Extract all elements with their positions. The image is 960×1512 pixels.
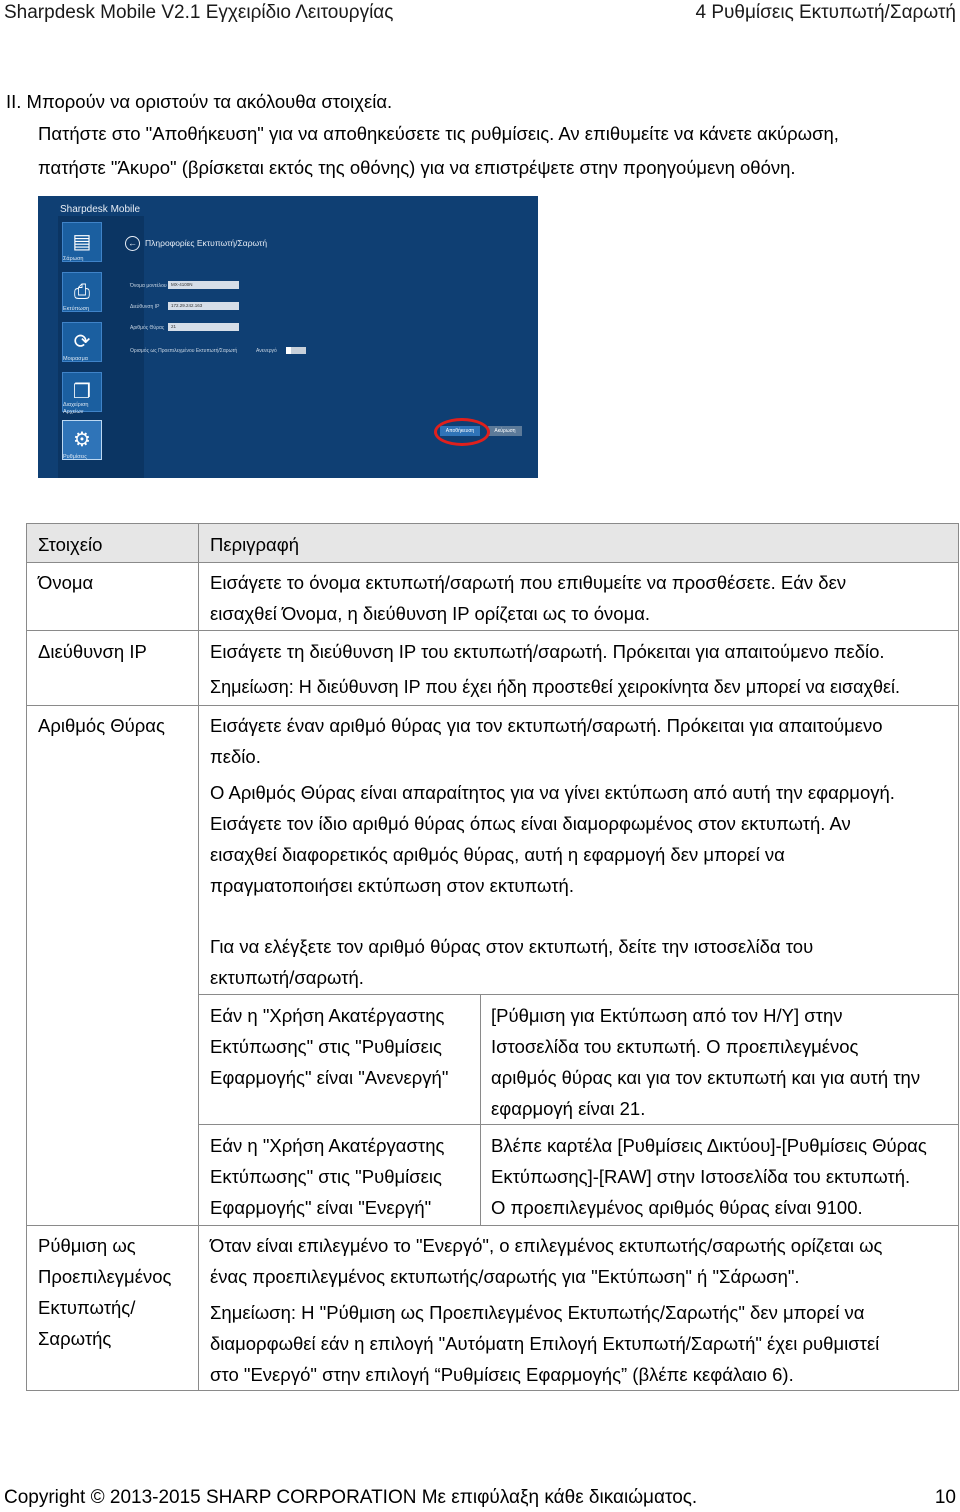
sidebar-item-label: Διαχείριση Αρχείων [63, 402, 89, 415]
desc-line: Εισάγετε τον ίδιο αριθμό θύρας όπως είναι διαμορφωμένος στον εκτυπωτή. Αν [210, 813, 851, 834]
app-screenshot [38, 196, 538, 478]
cancel-button[interactable]: Ακύρωση [488, 426, 522, 436]
subcell-condition: Εάν η "Χρήση Ακατέργαστης [210, 1005, 445, 1026]
page-number: 10 [934, 1487, 956, 1508]
item-port: Αριθμός Θύρας [38, 715, 165, 736]
desc-line: Για να ελέγξετε τον αριθμό θύρας στον εκτυπωτή, δείτε την ιστοσελίδα του [210, 936, 814, 957]
screen-title: Πληροφορίες Εκτυπωτή/Σαρωτή [145, 238, 268, 248]
subcell-condition: Εάν η "Χρήση Ακατέργαστης [210, 1135, 445, 1156]
name-input[interactable]: MX-4100N [168, 281, 239, 289]
subcolumn-divider [480, 994, 481, 1225]
desc-note: Σημείωση: Η διεύθυνση IP που έχει ήδη προστεθεί χειροκίνητα δεν μπορεί να εισαχθεί. [210, 677, 901, 697]
desc-line: πεδίο. [210, 746, 261, 767]
table-header-item: Στοιχείο [38, 534, 103, 555]
sidebar-item-label: Μοιρασμα [63, 356, 88, 362]
desc-line: Εισάγετε έναν αριθμό θύρας για τον εκτυπωτή/σαρωτή. Πρόκειται για απαιτούμενο [210, 715, 883, 736]
column-divider [198, 523, 199, 1391]
field-label: Όνομα μοντέλου [130, 283, 167, 289]
item-default: Εκτυπωτής/ [38, 1297, 136, 1318]
subcell-text: Ο προεπιλεγμένος αριθμός θύρας είναι 9100. [491, 1197, 863, 1218]
subcell-text: εφαρμογή είναι 21. [491, 1098, 646, 1119]
intro-line: πατήστε "Άκυρο" (βρίσκεται εκτός της οθόνης) για να επιστρέψετε στην προηγούμενη οθόνη. [38, 157, 796, 178]
item-ip: Διεύθυνση IP [38, 641, 147, 662]
gear-icon: ⚙ [73, 429, 91, 451]
table-header-bg [27, 524, 958, 562]
desc-line: εισαχθεί διαφορετικός αριθμός θύρας, αυτή η εφαρμογή δεν μπορεί να [210, 844, 785, 865]
table-header-desc: Περιγραφή [210, 534, 299, 555]
subcell-text: Βλέπε καρτέλα [Ρυθμίσεις Δικτύου]-[Ρυθμίσεις Θύρας [491, 1135, 927, 1156]
desc-line: Όταν είναι επιλεγμένο το "Ενεργό", ο επιλεγμένος εκτυπωτής/σαρωτής ορίζεται ως [210, 1235, 883, 1256]
subcell-condition: Εκτύπωσης" στις "Ρυθμίσεις [210, 1036, 442, 1057]
desc-line: εκτυπωτή/σαρωτή. [210, 967, 364, 988]
subcell-text: [Ρύθμιση για Εκτύπωση από τον Η/Υ] στην [491, 1005, 843, 1026]
item-default: Σαρωτής [38, 1328, 112, 1349]
subcell-text: αριθμός θύρας και για τον εκτυπωτή και για αυτή την [491, 1067, 921, 1088]
share-icon: ⟳ [73, 331, 91, 353]
field-label: Αριθμός Θύρας [130, 325, 165, 331]
intro-line: Πατήστε στο "Αποθήκευση" για να αποθηκεύσετε τις ρυθμίσεις. Αν επιθυμείτε να κάνετε ακύρωση, [38, 123, 839, 144]
files-icon: ❐ [73, 381, 91, 403]
field-label: Διεύθυνση IP [130, 304, 160, 310]
item-default: Ρύθμιση ως [38, 1235, 136, 1256]
doc-header-title: Sharpdesk Mobile V2.1 Εγχειρίδιο Λειτουργίας [4, 2, 394, 23]
back-arrow-icon[interactable]: ← [125, 236, 140, 251]
subrow-divider [199, 994, 959, 995]
scan-icon: ▤ [72, 231, 92, 253]
intro-step: II. Μπορούν να οριστούν τα ακόλουθα στοιχεία. [6, 91, 393, 112]
row-divider [26, 705, 959, 706]
subcell-condition: Εφαρμογής" είναι "Ενεργή" [210, 1197, 432, 1218]
default-toggle[interactable] [286, 347, 306, 354]
subrow-divider [199, 1124, 959, 1125]
row-divider [26, 630, 959, 631]
desc-note: διαμορφωθεί εάν η επιλογή "Αυτόματη Επιλογή Εκτυπωτή/Σαρωτή" έχει ρυθμιστεί [210, 1333, 880, 1354]
row-divider [26, 1225, 959, 1226]
desc-note: Σημείωση: Η "Ρύθμιση ως Προεπιλεγμένος Εκτυπωτής/Σαρωτής" δεν μπορεί να [210, 1302, 865, 1323]
sidebar-item-label: Σάρωση [63, 256, 84, 262]
subcell-condition: Εκτύπωσης" στις "Ρυθμίσεις [210, 1166, 442, 1187]
desc-line: εισαχθεί Όνομα, η διεύθυνση IP ορίζεται ως το όνομα. [210, 603, 651, 624]
subcell-condition: Εφαρμογής" είναι "Ανενεργή" [210, 1067, 449, 1088]
ip-input[interactable]: 172.29.242.163 [168, 302, 239, 310]
port-input[interactable]: 21 [168, 323, 239, 331]
item-name: Όνομα [38, 572, 94, 593]
desc-note: στο "Ενεργό" στην επιλογή “Ρυθμίσεις Εφαρμογής” (βλέπε κεφάλαιο 6). [210, 1364, 794, 1385]
highlight-circle [434, 418, 490, 446]
desc-line: ένας προεπιλεγμένος εκτυπωτής/σαρωτής για "Εκτύπωση" ή "Σάρωση". [210, 1266, 800, 1287]
subcell-text: Εκτύπωσης]-[RAW] στην Ιστοσελίδα του εκτυπωτή. [491, 1166, 911, 1187]
default-setting-label: Ορισμός ως Προεπιλεγμένου Εκτυπωτή/Σαρωτή [130, 348, 238, 354]
print-icon: ⎙ [74, 281, 90, 303]
desc-line: Ο Αριθμός Θύρας είναι απαραίτητος για να γίνει εκτύπωση από αυτή την εφαρμογή. [210, 782, 895, 803]
toggle-state: Ανενεργό [256, 348, 277, 354]
sidebar-item-label: Ρυθμίσεις [63, 454, 87, 460]
app-brand: Sharpdesk Mobile [60, 204, 141, 215]
subcell-text: Ιστοσελίδα του εκτυπωτή. Ο προεπιλεγμένος [491, 1036, 859, 1057]
footer-copyright: Copyright © 2013-2015 SHARP CORPORATION Με επιφύλαξη κάθε δικαιώματος. [4, 1487, 698, 1508]
desc-line: Εισάγετε τη διεύθυνση IP του εκτυπωτή/σαρωτή. Πρόκειται για απαιτούμενο πεδίο. [210, 641, 885, 662]
item-default: Προεπιλεγμένος [38, 1266, 172, 1287]
sidebar-item-label: Εκτύπωση [63, 306, 90, 312]
desc-line: Εισάγετε το όνομα εκτυπωτή/σαρωτή που επιθυμείτε να προσθέσετε. Εάν δεν [210, 572, 847, 593]
save-button[interactable]: Αποθήκευση [440, 426, 480, 436]
row-divider [26, 562, 959, 563]
desc-line: πραγματοποιήσει εκτύπωση στον εκτυπωτή. [210, 875, 574, 896]
doc-header-chapter: 4 Ρυθμίσεις Εκτυπωτή/Σαρωτή [695, 2, 956, 23]
